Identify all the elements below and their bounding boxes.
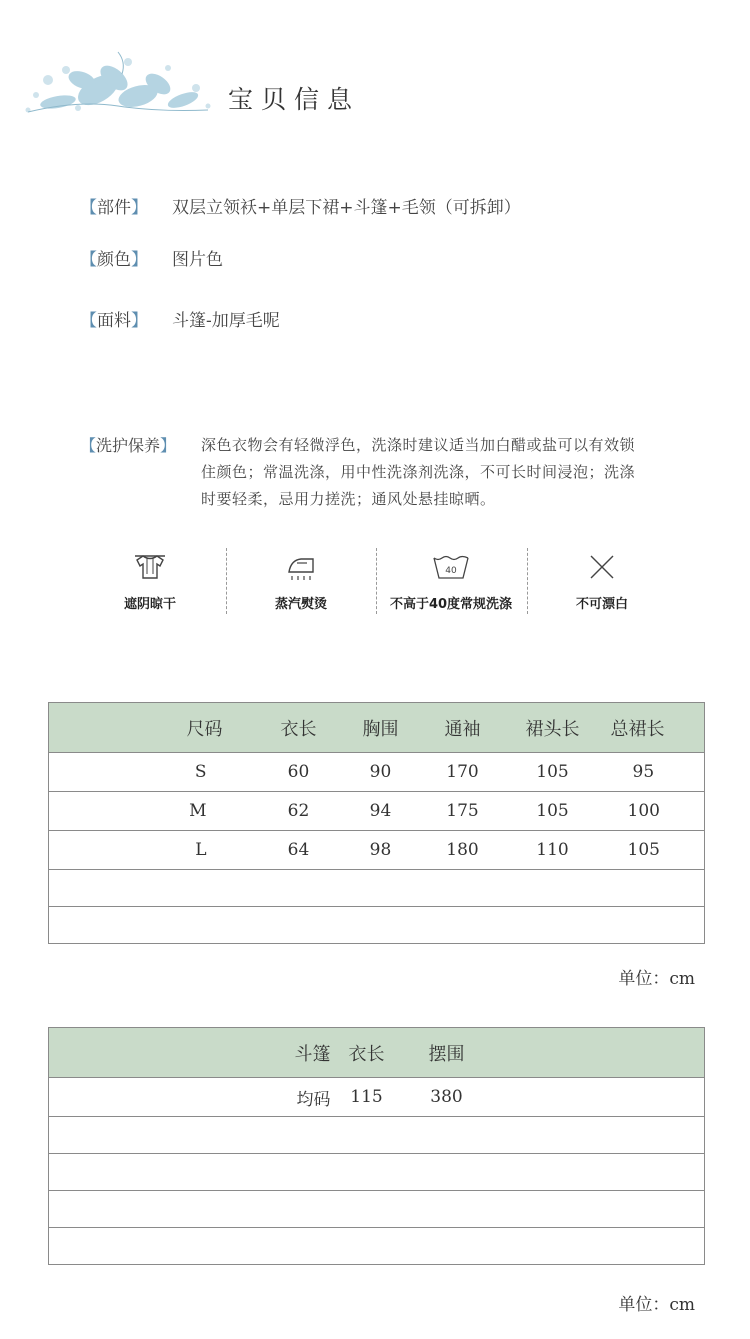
table-header-row (49, 703, 705, 753)
table-cell: 115 (335, 1078, 399, 1117)
care-line: 住颜色；常温洗涤，用中性洗涤剂洗涤，不可长时间浸泡；洗涤 (201, 463, 636, 481)
unit-label: 单位：cm (618, 1295, 695, 1315)
table-cell: 95 (601, 753, 705, 792)
table-row-empty (49, 907, 705, 944)
table-cell: S (49, 753, 257, 792)
table-header-cell: 裙头长 (505, 703, 601, 753)
table-header-row (49, 1028, 705, 1078)
table-cell: 64 (257, 831, 341, 870)
info-label: 【部件】 (80, 198, 148, 218)
care-label: 【洗护保养】 (80, 436, 177, 455)
info-value: 斗篷-加厚毛呢 (172, 311, 280, 331)
table-row (49, 792, 705, 831)
table-cell: M (49, 792, 257, 831)
table-row-empty (49, 1191, 705, 1228)
no-bleach-icon (587, 552, 617, 582)
table-row-empty (49, 870, 705, 907)
steam-iron-icon (283, 552, 319, 582)
wash-40-tub-icon (432, 552, 470, 582)
care-line: 时要轻柔，忌用力搓洗；通风处悬挂晾晒。 (201, 490, 496, 508)
info-row-parts (80, 193, 521, 218)
table-cell: L (49, 831, 257, 870)
table-cell: 94 (341, 792, 421, 831)
wash-label: 遮阴晾干 (123, 597, 176, 612)
page-title: 宝贝信息 (228, 85, 361, 114)
table-header-cell: 胸围 (341, 703, 421, 753)
table-header-cell: 衣长 (335, 1028, 399, 1078)
table-cell: 98 (341, 831, 421, 870)
table-row-empty (49, 1154, 705, 1191)
table-cell: 60 (257, 753, 341, 792)
table-header-cell: 尺码 (49, 703, 257, 753)
floral-decoration-icon (18, 40, 218, 122)
table-cell: 105 (505, 792, 601, 831)
info-label: 【面料】 (80, 311, 148, 331)
table-row-empty (49, 1117, 705, 1154)
table-header-cell: 斗篷 (49, 1028, 335, 1078)
info-label: 【颜色】 (80, 250, 148, 270)
table-cell: 62 (257, 792, 341, 831)
table-row (49, 831, 705, 870)
table-cell: 180 (421, 831, 505, 870)
table-cell: 110 (505, 831, 601, 870)
wash-symbol-steam-iron (226, 548, 376, 614)
wash-label: 蒸汽熨烫 (274, 597, 327, 612)
table-cell: 105 (601, 831, 705, 870)
shade-dry-shirt-icon (133, 552, 167, 582)
cloak-table (48, 1027, 705, 1265)
table-header-cell: 衣长 (257, 703, 341, 753)
table-header-cell: 摆围 (399, 1028, 495, 1078)
table-cell: 均码 (49, 1078, 335, 1117)
table-header-cell: 总裙长 (601, 703, 705, 753)
table-cell: 100 (601, 792, 705, 831)
table-cell: 105 (505, 753, 601, 792)
wash-label: 不可漂白 (575, 597, 628, 612)
table-cell: 175 (421, 792, 505, 831)
size-table (48, 702, 705, 944)
table-row (49, 1078, 705, 1117)
wash-symbol-no-bleach (527, 548, 677, 614)
wash-symbol-shade-dry (75, 548, 225, 614)
table-header-cell: 通袖 (421, 703, 505, 753)
wash-label: 不高于40度常规洗涤 (389, 597, 513, 612)
table-row (49, 753, 705, 792)
table-cell: 90 (341, 753, 421, 792)
wash-temp-text: 40 (445, 566, 457, 576)
table-cell: 380 (399, 1078, 495, 1117)
care-line: 深色衣物会有轻微浮色，洗涤时建议适当加白醋或盐可以有效锁 (201, 436, 636, 454)
table-cell: 170 (421, 753, 505, 792)
unit-label: 单位：cm (618, 969, 695, 989)
info-value: 图片色 (172, 250, 223, 270)
table-row-empty (49, 1228, 705, 1265)
info-row-color (80, 245, 223, 270)
info-value: 双层立领袄+单层下裙+斗篷+毛领（可拆卸） (172, 198, 521, 218)
wash-symbol-wash-40 (376, 548, 526, 614)
care-text (201, 432, 681, 513)
info-row-fabric (80, 306, 280, 331)
